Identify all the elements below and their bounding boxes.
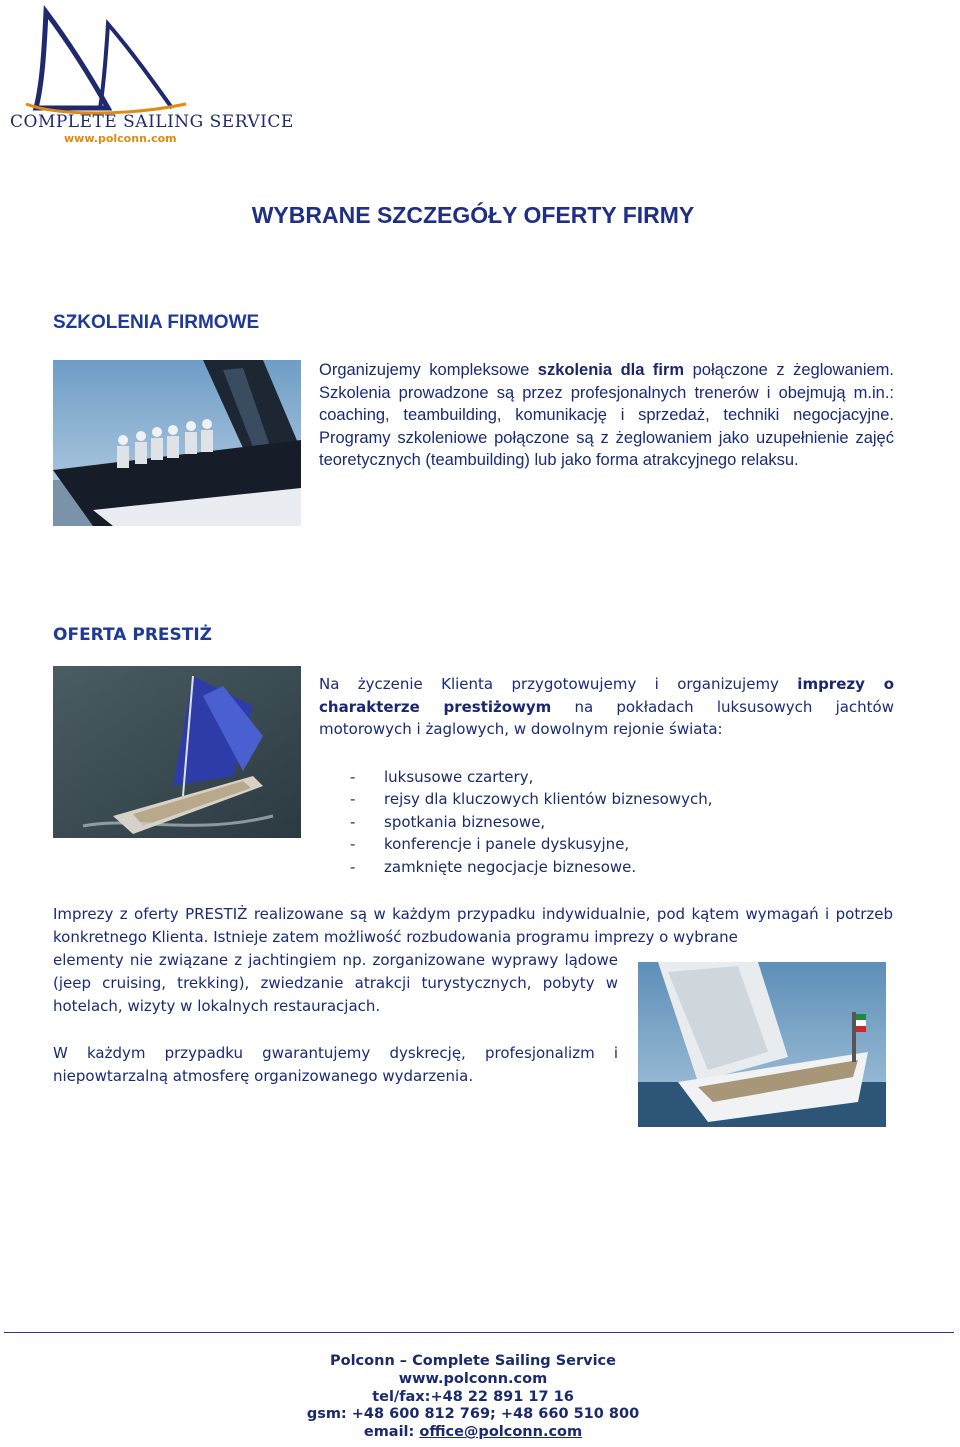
logo-company-name: COMPLETE SAILING SERVICE: [10, 112, 294, 132]
list-item: - spotkania biznesowe,: [350, 812, 546, 831]
section2-paragraph: Na życzenie Klienta przygotowujemy i organizujemy imprezy o charakterze prestiżowym na pokładach luksusowych jachtów motorowych i żaglowych, w dowolnym rejonie świata:: [319, 675, 895, 738]
footer-website: www.polconn.com: [398, 1370, 548, 1387]
page-title: WYBRANE SZCZEGÓŁY OFERTY FIRMY: [251, 202, 695, 228]
list-item: - rejsy dla kluczowych klientów biznesowych,: [350, 790, 713, 809]
photo-yacht-spinnaker: [53, 666, 301, 838]
footer-gsm: gsm: +48 600 812 769; +48 660 510 800: [306, 1406, 640, 1423]
list-item: - zamknięte negocjacje biznesowe.: [350, 857, 637, 876]
footer-email-link[interactable]: office@polconn.com: [419, 1424, 583, 1441]
footer: [0, 1353, 946, 1442]
list-item: - luksusowe czartery,: [350, 768, 534, 786]
list-item: - konferencje i panele dyskusyjne,: [350, 835, 630, 854]
section2-paragraph-individual: Imprezy z oferty PRESTIŻ realizowane są w każdym przypadku indywidualnie, pod kątem wymagań i potrzeb konkretnego Klienta. Istnieje zatem możliwość rozbudowania programu imprezy o wybrane: [53, 905, 893, 946]
footer-email-line: email: office@polconn.com: [363, 1424, 583, 1441]
section2-paragraph-extras: elementy nie związane z jachtingiem np. zorganizowane wyprawy lądowe (jeep cruising, trekking), zwiedzanie atrakcji turystycznych, pobyty w hotelach, wizyty w lokalnych restauracjach.: [53, 951, 618, 1015]
section-title-prestiz: OFERTA PRESTIŻ: [53, 625, 213, 645]
logo-url: www.polconn.com: [64, 132, 177, 145]
section-title-szkolenia: SZKOLENIA FIRMOWE: [53, 312, 260, 333]
sails-logo-icon: [8, 4, 208, 116]
prestige-offer-list: [350, 766, 712, 878]
footer-telfax: tel/fax:+48 22 891 17 16: [372, 1388, 574, 1405]
footer-company: Polconn – Complete Sailing Service: [330, 1353, 616, 1369]
section2-paragraph-closing: W każdym przypadku gwarantujemy dyskrecję, profesjonalizm i niepowtarzalną atmosferę organizowanego wydarzenia.: [53, 1044, 618, 1085]
photo-racing-crew: [53, 360, 301, 526]
photo-yacht-heeling: [638, 962, 886, 1127]
section1-paragraph: Organizujemy kompleksowe szkolenia dla firm połączone z żeglowaniem. Szkolenia prowadzone są przez profesjonalnych trenerów i obejmują m.in.: coaching, teambuilding, komunikację i sprzedaż, techniki negocjacyjne. Programy szkoleniowe połączone są z żeglowaniem jako uzupełnienie zajęć teoretycznych (teambuilding) lub jako forma atrakcyjnego relaksu.: [319, 361, 895, 469]
footer-divider: [4, 1332, 954, 1333]
